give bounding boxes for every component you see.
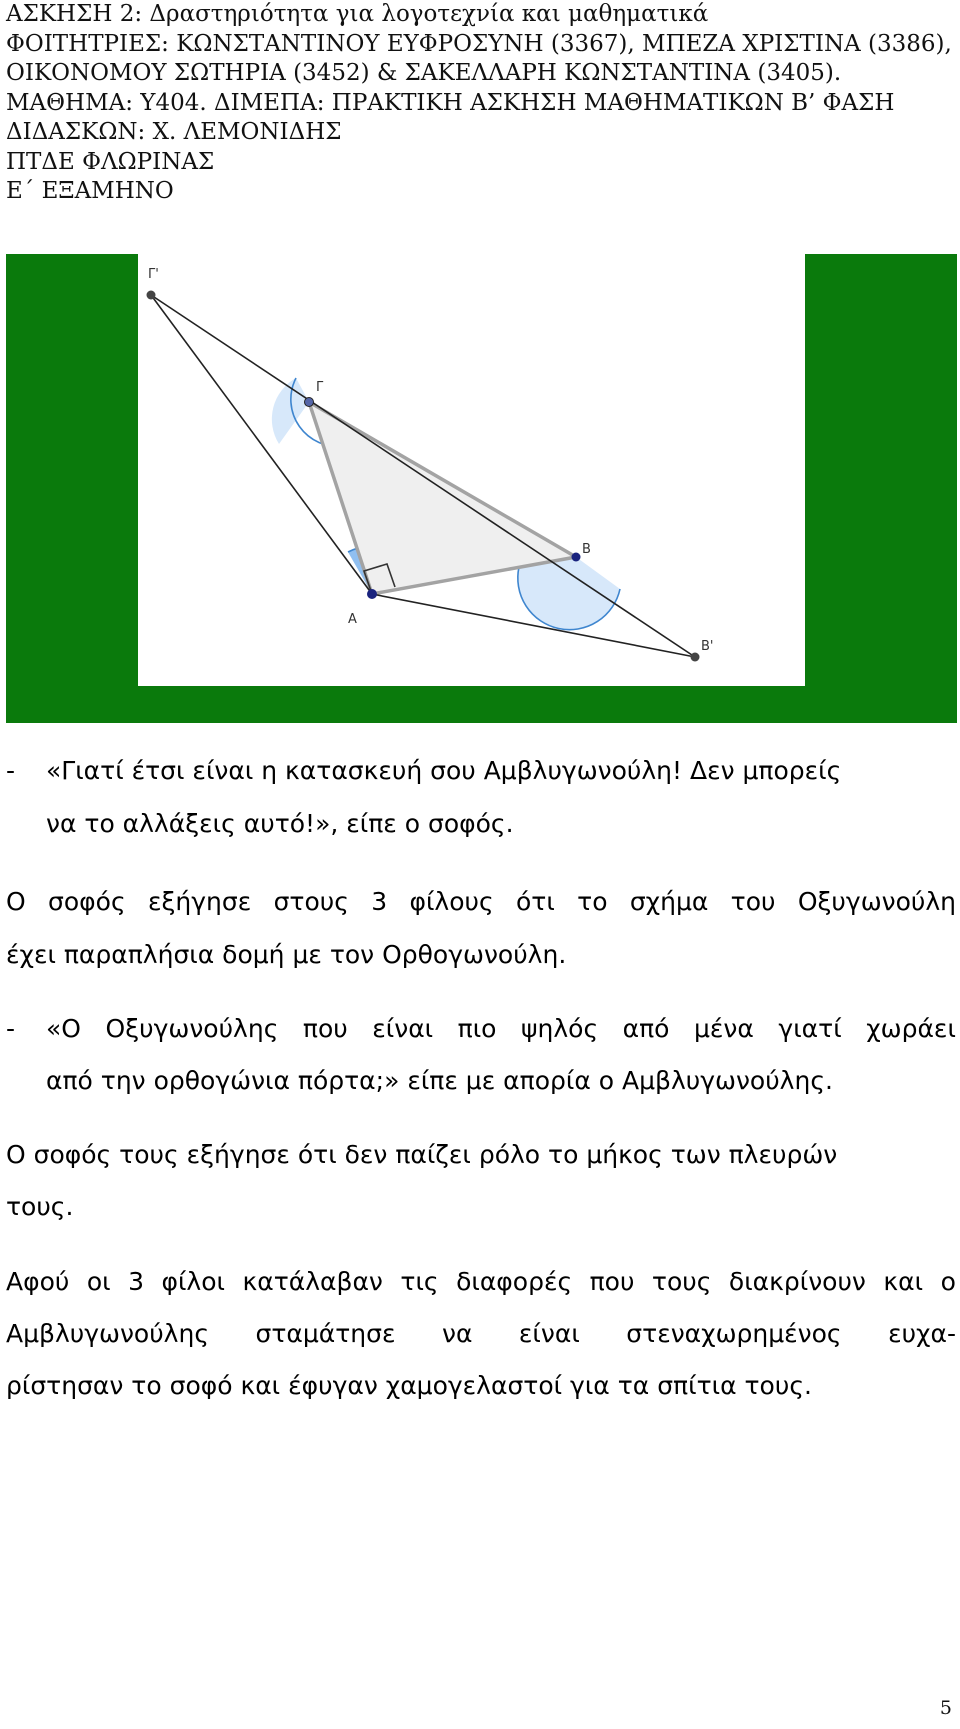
word: ότι [516,887,555,916]
word: το [577,887,608,916]
dialogue-dash: - [6,756,16,785]
instructor-line: ΔΙΔΑΣΚΩΝ: Χ. ΛΕΜΟΝΙΔΗΣ [6,119,342,145]
word: ευχα- [888,1319,956,1348]
label-b-prime: Β' [701,639,714,654]
dialogue-1-text-1: «Γιατί έτσι είναι η κατασκευή σου Αμβλυγωνούλη! Δεν μπορείς [46,756,842,785]
word: διακρίνουν [728,1267,866,1296]
word: σοφός [48,887,126,916]
geometry-figure [138,254,805,686]
dialogue-2-line-2 [6,1066,956,1106]
word: είναι [372,1014,434,1043]
paragraph-2-line-2: έχει παραπλήσια δομή με τον Ορθογωνούλη. [6,940,567,969]
label-g-prime: Γ' [148,267,159,282]
word: που [302,1014,348,1043]
word: τις [400,1267,439,1296]
word: ψηλός [521,1014,599,1043]
side-g-prime-b-prime [151,295,695,657]
word: μένα [694,1014,754,1043]
paragraph-4-line-2: τους. [6,1192,74,1221]
paragraph-5-line-2 [6,1319,956,1348]
word: πιο [457,1014,497,1043]
word: χωράει [866,1014,956,1043]
word: γιατί [778,1014,842,1043]
point-b [572,553,581,562]
word: στεναχωρημένος [626,1319,842,1348]
students-line-1: ΦΟΙΤΗΤΡΙΕΣ: ΚΩΝΣΤΑΝΤΙΝΟΥ ΕΥΦΡΟΣΥΝΗ (3367), ΜΠΕΖΑ ΧΡΙΣΤΙΝΑ (3386), [6,30,952,57]
word: ο [940,1267,956,1296]
page-number: 5 [939,1697,952,1719]
department-line: ΠΤΔΕ ΦΛΩΡΙΝΑΣ [6,148,215,175]
word: Αφού [6,1267,70,1296]
dialogue-1-line-1 [6,756,956,796]
geometry-figure-frame [6,254,957,723]
label-g: Γ [316,380,324,395]
word: οι [86,1267,111,1296]
word: Οξυγωνούλης [105,1014,279,1043]
paragraph-2-line-1 [6,887,956,916]
point-g [305,398,314,407]
dialogue-dash: - [6,1014,16,1043]
word: 3 [128,1267,144,1296]
triangle-diagram [138,254,805,686]
point-a [367,589,377,599]
word: είναι [518,1319,580,1348]
word: διαφορές [456,1267,573,1296]
label-b: Β [582,542,591,557]
word: Οξυγωνούλη [797,887,956,916]
word: και [883,1267,924,1296]
dialogue-2-line-1 [6,1014,956,1054]
point-g-prime [147,291,156,300]
word: που [589,1267,635,1296]
dialogue-2-text-2: από την ορθογώνια πόρτα;» είπε με απορία ο Αμβλυγωνούλης. [46,1066,833,1095]
word: εξήγησε [147,887,252,916]
word: στους [273,887,349,916]
dialogue-1-line-2 [6,809,956,849]
dialogue-2-text-1 [46,1014,956,1043]
word: να [441,1319,473,1348]
word: σταμάτησε [255,1319,396,1348]
paragraph-4-line-1: Ο σοφός τους εξήγησε ότι δεν παίζει ρόλο το μήκος των πλευρών [6,1140,838,1169]
word: 3 [371,887,388,916]
word: Ο [6,887,26,916]
word: «Ο [46,1014,81,1043]
word: κατάλαβαν [242,1267,383,1296]
word: του [730,887,776,916]
word: φίλους [409,887,494,916]
exercise-title: ΑΣΚΗΣΗ 2: Δραστηριότητα για λογοτεχνία και μαθηματικά [6,1,709,27]
course-line: ΜΑΘΗΜΑ: Υ404. ΔΙΜΕΠΑ: ΠΡΑΚΤΙΚΗ ΑΣΚΗΣΗ ΜΑΘΗΜΑΤΙΚΩΝ Β’ ΦΑΣΗ [6,89,895,116]
word: από [622,1014,670,1043]
word: τους [651,1267,712,1296]
angle-b-fill [518,557,620,630]
word: σχήμα [629,887,709,916]
paragraph-5-line-1 [6,1267,956,1296]
word: Αμβλυγωνούλης [6,1319,209,1348]
paragraph-5-line-3: ρίστησαν το σοφό και έφυγαν χαμογελαστοί για τα σπίτια τους. [6,1371,812,1400]
label-a: Α [348,612,357,627]
word: φίλοι [161,1267,225,1296]
semester-line: Ε΄ ΕΞΑΜΗΝΟ [6,178,174,204]
point-b-prime [691,653,700,662]
dialogue-1-text-2: να το αλλάξεις αυτό!», είπε ο σοφός. [46,809,514,838]
document-header [6,0,952,207]
students-line-2: ΟΙΚΟΝΟΜΟΥ ΣΩΤΗΡΙΑ (3452) & ΣΑΚΕΛΛΑΡΗ ΚΩΝΣΤΑΝΤΙΝΑ (3405). [6,60,842,86]
